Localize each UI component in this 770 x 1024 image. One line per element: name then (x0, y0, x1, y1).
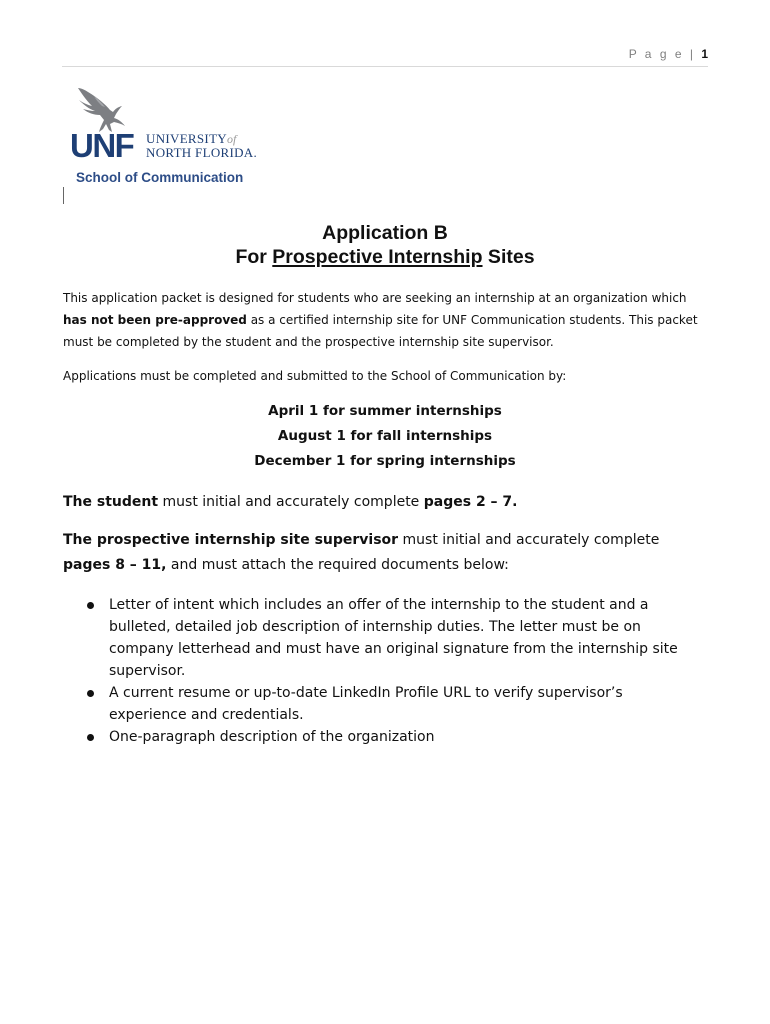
list-item-text: A current resume or up-to-date LinkedIn Profile URL to verify supervisor’s experience and credentials. (109, 685, 623, 723)
student-instruction (63, 490, 709, 515)
supervisor-pages: pages 8 – 11, (63, 557, 167, 573)
required-documents-list (85, 594, 695, 748)
student-pages: pages 2 – 7. (423, 494, 518, 510)
submission-note: Applications must be completed and submitted to the School of Communication by: (63, 369, 567, 383)
university-line2: NORTH FLORIDA. (146, 145, 258, 160)
bullet-icon (87, 734, 94, 741)
university-of: of (227, 132, 237, 146)
student-text: must initial and accurately complete (158, 494, 424, 510)
text-cursor (63, 187, 64, 204)
deadline-fall: August 1 for fall internships (277, 428, 493, 444)
unf-logo (68, 86, 268, 196)
intro-paragraph (63, 287, 709, 353)
page-header (62, 40, 708, 67)
list-item-text: One-paragraph description of the organization (109, 729, 435, 745)
intro-text-2: as a certified internship site for UNF Communication students. This packet must be completed by the student and the prospective internship site supervisor. (63, 313, 698, 349)
supervisor-lead: The prospective internship site supervisor (63, 532, 399, 548)
university-line1: UNIVERSITY (146, 131, 227, 146)
list-item-text: Letter of intent which includes an offer of the internship to the student and a bulleted, detailed job description of internship duties. The letter must be on company letterhead and must have an original signature from the internship site supervisor. (109, 597, 678, 679)
page-number-value: 1 (701, 47, 708, 61)
list-item (85, 726, 695, 748)
subtitle-prefix: For (235, 246, 273, 268)
subtitle-underlined: Prospective Internship (272, 246, 483, 268)
subtitle-suffix: Sites (482, 246, 535, 268)
page-number (629, 47, 708, 61)
deadline-spring: December 1 for spring internships (254, 453, 516, 469)
intro-bold: has not been pre-approved (63, 313, 247, 327)
school-name: School of Communication (76, 170, 244, 185)
page-label: P a g e (628, 47, 684, 61)
unf-wordmark: UNF (70, 127, 134, 164)
supervisor-text-2: and must attach the required documents below: (166, 557, 509, 573)
deadline-summer: April 1 for summer internships (268, 403, 502, 419)
supervisor-text-1: must initial and accurately complete (398, 532, 660, 548)
student-lead: The student (63, 494, 159, 510)
list-item (85, 594, 695, 682)
university-name (146, 132, 257, 160)
bullet-icon (87, 690, 94, 697)
bullet-icon (87, 602, 94, 609)
intro-text-1: This application packet is designed for students who are seeking an internship at an organization which (63, 291, 687, 305)
document-subtitle (0, 246, 770, 269)
list-item (85, 682, 695, 726)
supervisor-instruction (63, 528, 709, 578)
page-separator: | (689, 47, 696, 61)
document-title: Application B (322, 222, 448, 244)
